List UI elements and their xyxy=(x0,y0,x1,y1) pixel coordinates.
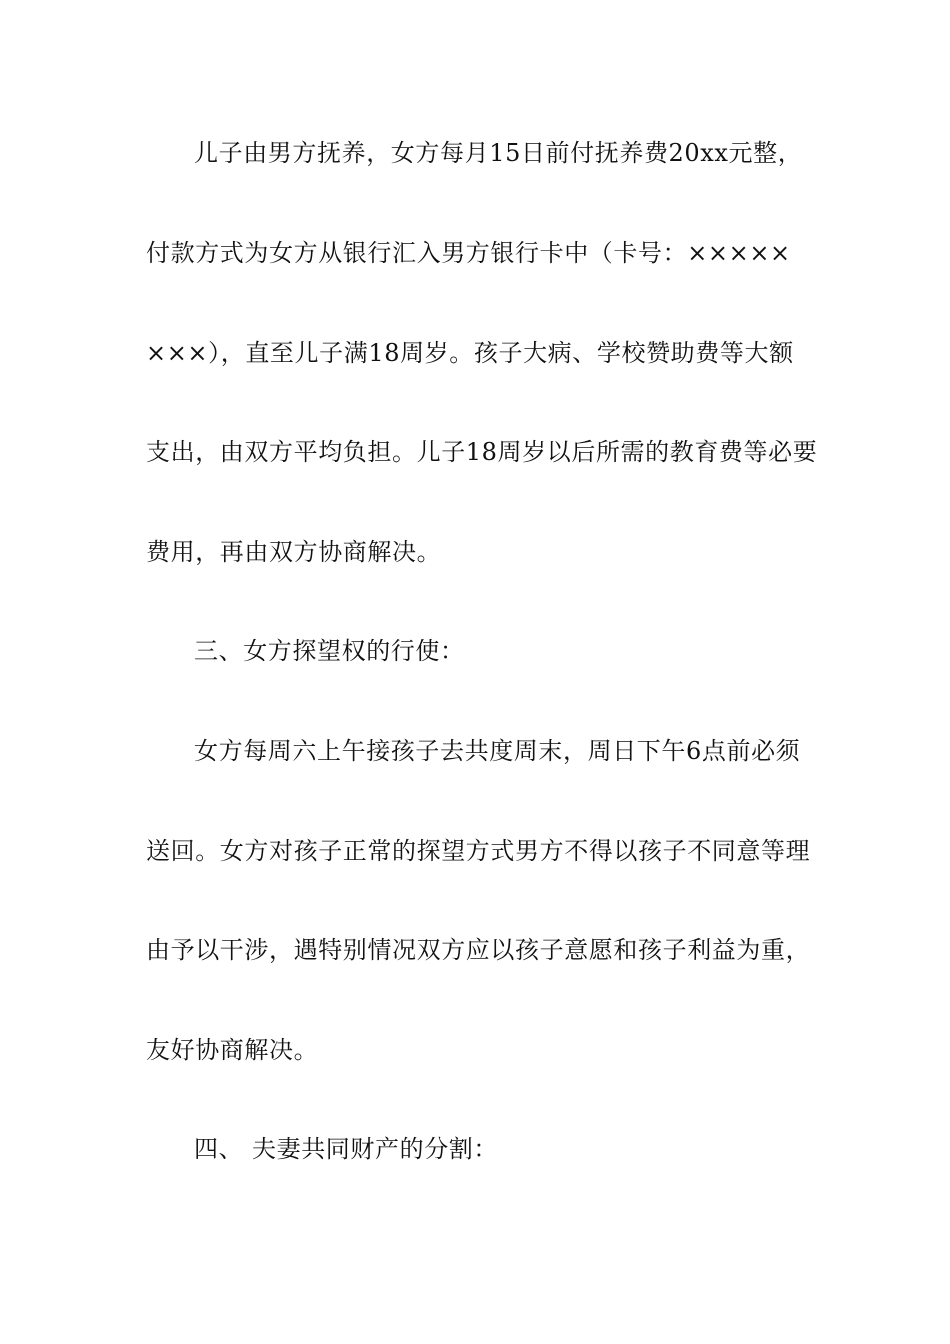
paragraph-line: 儿子由男方抚养，女方每月15日前付抚养费20xx元整， xyxy=(194,139,803,167)
paragraph-line: ×××），直至儿子满18周岁。孩子大病、学校赞助费等大额 xyxy=(146,339,794,367)
paragraph-line: 费用，再由双方协商解决。 xyxy=(146,538,442,566)
section-heading xyxy=(194,1134,864,1164)
paragraph-line: 友好协商解决。 xyxy=(146,1036,319,1064)
paragraph-line: 由予以干涉，遇特别情况双方应以孩子意愿和孩子利益为重， xyxy=(146,936,811,964)
section-title: 夫妻共同财产的分割： xyxy=(252,1135,498,1163)
paragraph-line: 付款方式为女方从银行汇入男方银行卡中（卡号：××××× xyxy=(146,239,791,267)
paragraph-line: 支出，由双方平均负担。儿子18周岁以后所需的教育费等必要 xyxy=(146,438,818,466)
section-number: 四、 xyxy=(194,1135,244,1163)
paragraph-line: 女方每周六上午接孩子去共度周末，周日下午6点前必须 xyxy=(194,737,801,765)
paragraph-line: 送回。女方对孩子正常的探望方式男方不得以孩子不同意等理 xyxy=(146,837,811,865)
section-heading: 三、女方探望权的行使： xyxy=(194,637,465,665)
